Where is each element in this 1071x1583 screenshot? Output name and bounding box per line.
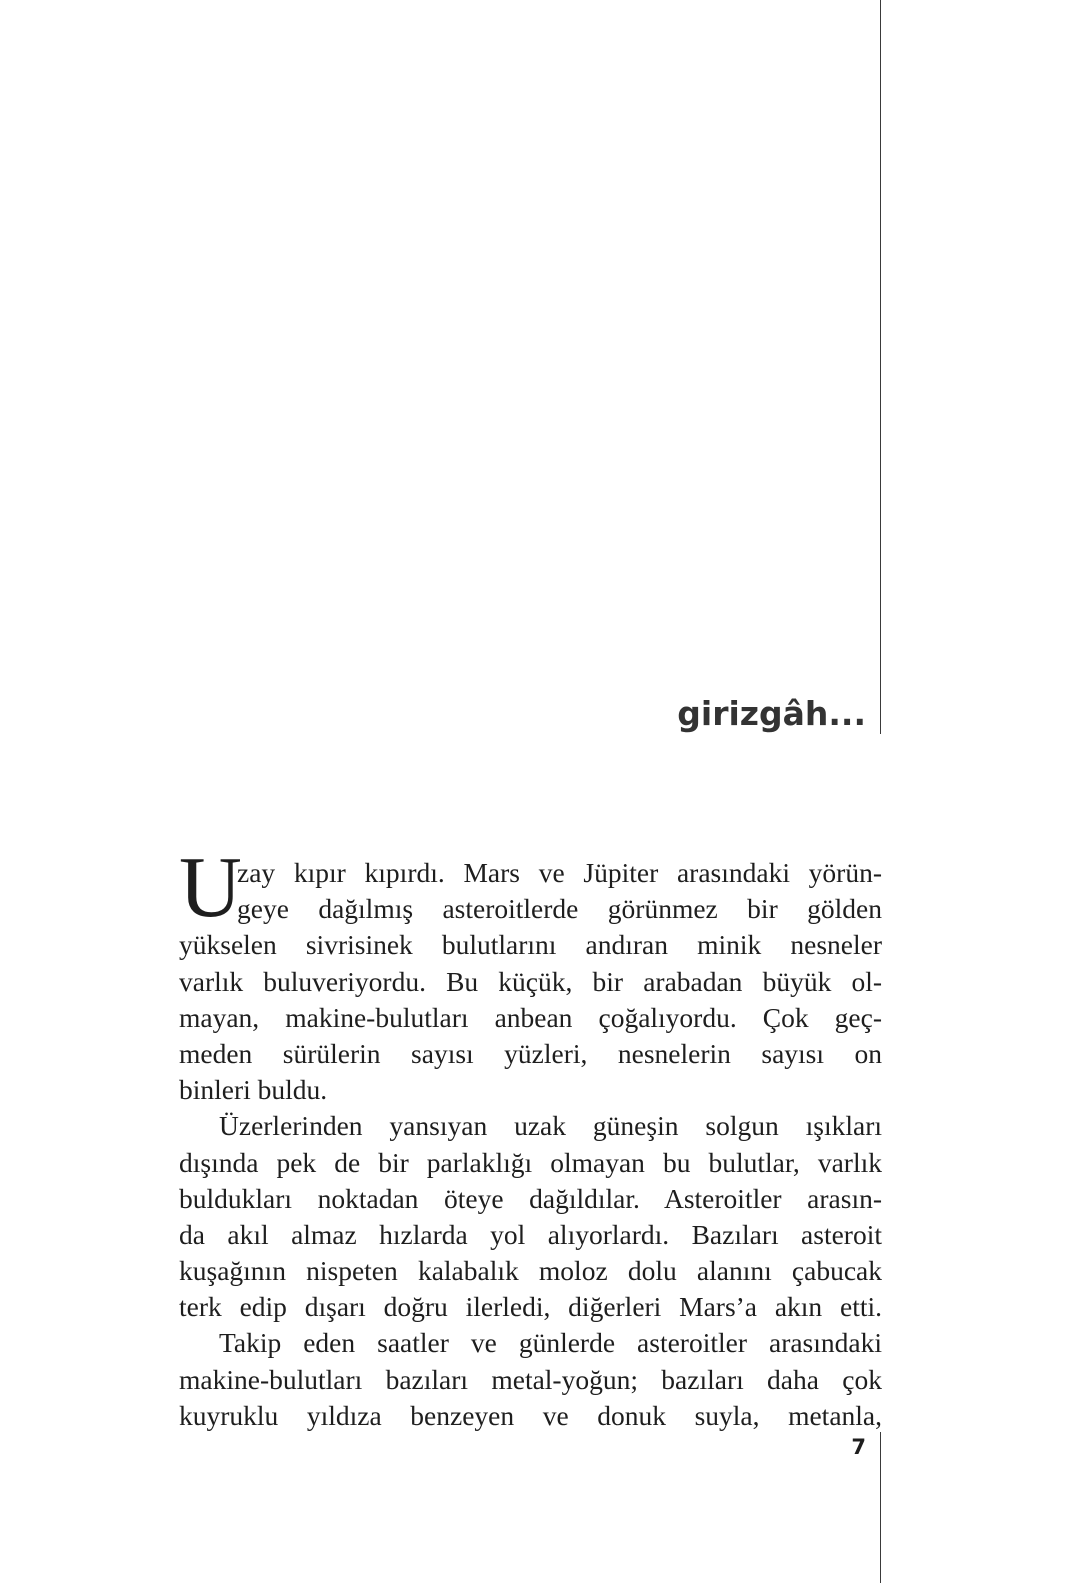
- margin-rule-bottom: [880, 1432, 881, 1583]
- text-line: varlık buluveriyordu. Bu küçük, bir arabadan büyük ol-: [179, 965, 882, 997]
- text-line: geye dağılmış asteroitlerde görünmez bir gölden: [237, 893, 882, 925]
- chapter-title: girizgâh...: [677, 694, 866, 733]
- text-line: Üzerlerinden yansıyan uzak güneşin solgun ışıkları: [219, 1110, 882, 1142]
- margin-rule-top: [880, 0, 881, 734]
- text-line: kuşağının nispeten kalabalık moloz dolu alanını çabucak: [179, 1255, 882, 1287]
- text-line: meden sürülerin sayısı yüzleri, nesnelerin sayısı on: [179, 1037, 882, 1069]
- text-line: Takip eden saatler ve günlerde asteroitler arasındaki: [219, 1327, 882, 1359]
- text-line: dışında pek de bir parlaklığı olmayan bu bulutlar, varlık: [179, 1146, 882, 1178]
- drop-cap: U: [179, 838, 242, 935]
- text-line: buldukları noktadan öteye dağıldılar. Asteroitler arasın-: [179, 1182, 882, 1214]
- text-line: makine-bulutları bazıları metal-yoğun; bazıları daha çok: [179, 1363, 882, 1395]
- text-line: da akıl almaz hızlarda yol alıyorlardı. Bazıları asteroit: [179, 1218, 882, 1250]
- text-line: kuyruklu yıldıza benzeyen ve donuk suyla, metanla,: [179, 1399, 882, 1431]
- text-line: mayan, makine-bulutları anbean çoğalıyordu. Çok geç-: [179, 1001, 882, 1033]
- body-text: [179, 855, 882, 1434]
- text-line: zay kıpır kıpırdı. Mars ve Jüpiter arasındaki yörün-: [237, 857, 882, 888]
- text-line: yükselen sivrisinek bulutlarını andıran minik nesneler: [179, 929, 882, 961]
- text-line: terk edip dışarı doğru ilerledi, diğerleri Mars’a akın etti.: [179, 1291, 882, 1323]
- text-line: binleri buldu.: [179, 1074, 328, 1106]
- page-number: 7: [851, 1435, 866, 1459]
